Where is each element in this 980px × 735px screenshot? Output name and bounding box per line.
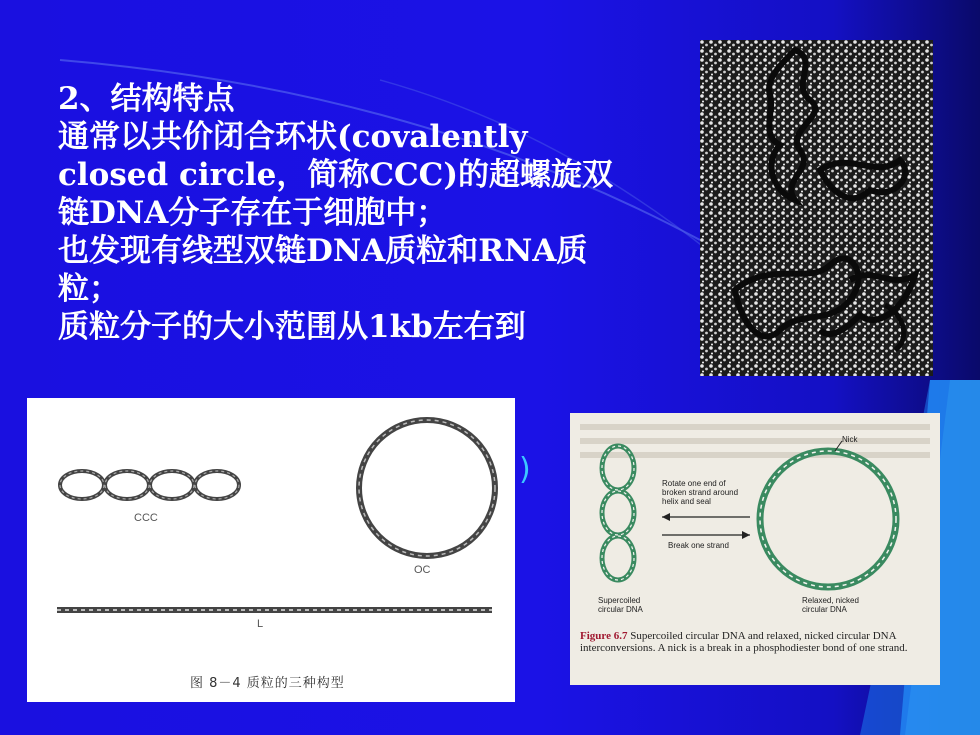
micrograph-image xyxy=(700,40,933,376)
text-line: 链DNA分子存在于细胞中； xyxy=(58,195,448,231)
arrow-top-text-line: broken strand around xyxy=(662,488,739,497)
arrow-top-text-line: Rotate one end of xyxy=(662,479,726,488)
label-relaxed xyxy=(802,596,859,614)
label-relaxed-line: circular DNA xyxy=(802,605,847,614)
text-line: 也发现有线型双链DNA质粒和RNA质 xyxy=(58,233,588,269)
label-supercoiled-line: circular DNA xyxy=(598,605,643,614)
arrow-top-text-line: helix and seal xyxy=(662,497,711,506)
arrow-top-text xyxy=(662,479,738,506)
micrograph-photo xyxy=(700,40,933,376)
figure-plasmid-conformations xyxy=(27,398,515,702)
text-line: closed circle，简称CCC)的超螺旋双 xyxy=(58,157,614,193)
figure-number: Figure 6.7 xyxy=(580,630,628,642)
label-nick: Nick xyxy=(842,435,858,444)
text-line: 通常以共价闭合环状(covalently xyxy=(58,119,528,155)
supercoiled-dna-icon xyxy=(602,446,634,580)
arrow-bottom-text: Break one strand xyxy=(668,541,729,550)
section-heading: 2、结构特点 xyxy=(58,81,235,117)
figure-caption-text: Supercoiled circular DNA and relaxed, nicked circular DNA interconversions. A nick is a break in a phosphodiester bond of one strand. xyxy=(580,630,908,654)
plasmid-diagram xyxy=(27,398,515,702)
figure-left-caption: 图 8－4 质粒的三种构型 xyxy=(190,676,345,691)
label-l: L xyxy=(257,618,264,630)
label-ccc: CCC xyxy=(134,512,158,524)
text-line: 质粒分子的大小范围从1kb左右到 xyxy=(58,309,526,345)
label-supercoiled xyxy=(598,596,643,614)
label-supercoiled-line: Supercoiled xyxy=(598,596,641,605)
body-text xyxy=(58,80,698,346)
label-oc: OC xyxy=(414,564,431,576)
label-relaxed-line: Relaxed, nicked xyxy=(802,596,859,605)
paren-fragment: ) xyxy=(519,452,531,487)
figure-right-caption xyxy=(580,630,930,654)
text-line: 粒； xyxy=(58,271,120,307)
